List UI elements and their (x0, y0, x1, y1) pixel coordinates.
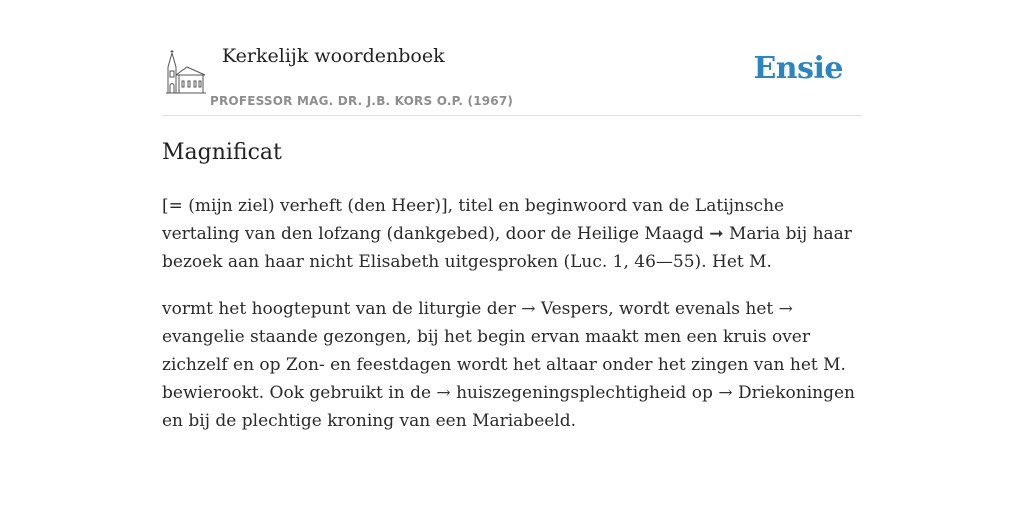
page (162, 0, 862, 512)
link-vespers[interactable]: Vespers (540, 299, 609, 319)
paragraph-text: vormt het hoogtepunt van de liturgie der (162, 299, 522, 319)
ensie-logo-link[interactable]: Ensie (753, 51, 843, 86)
book-author: PROFESSOR MAG. DR. J.B. KORS O.P. (1967) (210, 94, 514, 108)
book-title[interactable]: Kerkelijk woordenboek (222, 45, 445, 67)
paragraph-text: bij haar bezoek aan haar nicht Elisabeth uitgesproken (Luc. 1, 46—55). Het M. (162, 224, 852, 272)
link-huiszegeningsplechtigheid[interactable]: huiszegeningsplechtigheid (456, 383, 687, 403)
paragraph-text: , wordt evenals het (608, 299, 779, 319)
reference-arrow-icon: ➞ (709, 224, 724, 244)
link-evangelie[interactable]: evangelie (162, 327, 245, 347)
link-maria[interactable]: Maria (728, 224, 781, 244)
entry-title: Magnificat (162, 140, 282, 165)
reference-arrow-icon: → (778, 299, 793, 319)
paragraph-text: en bij de plechtige kroning van een Mariabeeld. (162, 411, 577, 431)
entry-body (162, 192, 862, 454)
paragraph-text: [= (mijn ziel) verheft (den Heer)], titel en beginwoord van de Latijnsche vertaling van den lofzang (dankgebed), door de Heilige Maagd (162, 196, 785, 244)
book-header (162, 0, 862, 116)
reference-arrow-icon: → (718, 383, 733, 403)
reference-arrow-icon: → (521, 299, 536, 319)
paragraph-text: staande gezongen, bij het begin ervan maakt men een kruis over zichzelf en op Zon- en feestdagen wordt het altaar onder het zingen van het M. bewierookt. Ook gebruikt in de (162, 327, 846, 403)
church-icon (165, 49, 207, 95)
entry-paragraph-1 (162, 192, 862, 276)
reference-arrow-icon: → (436, 383, 451, 403)
paragraph-text: op (686, 383, 719, 403)
entry-paragraph-2 (162, 295, 862, 435)
link-driekoningen[interactable]: Driekoningen (737, 383, 855, 403)
